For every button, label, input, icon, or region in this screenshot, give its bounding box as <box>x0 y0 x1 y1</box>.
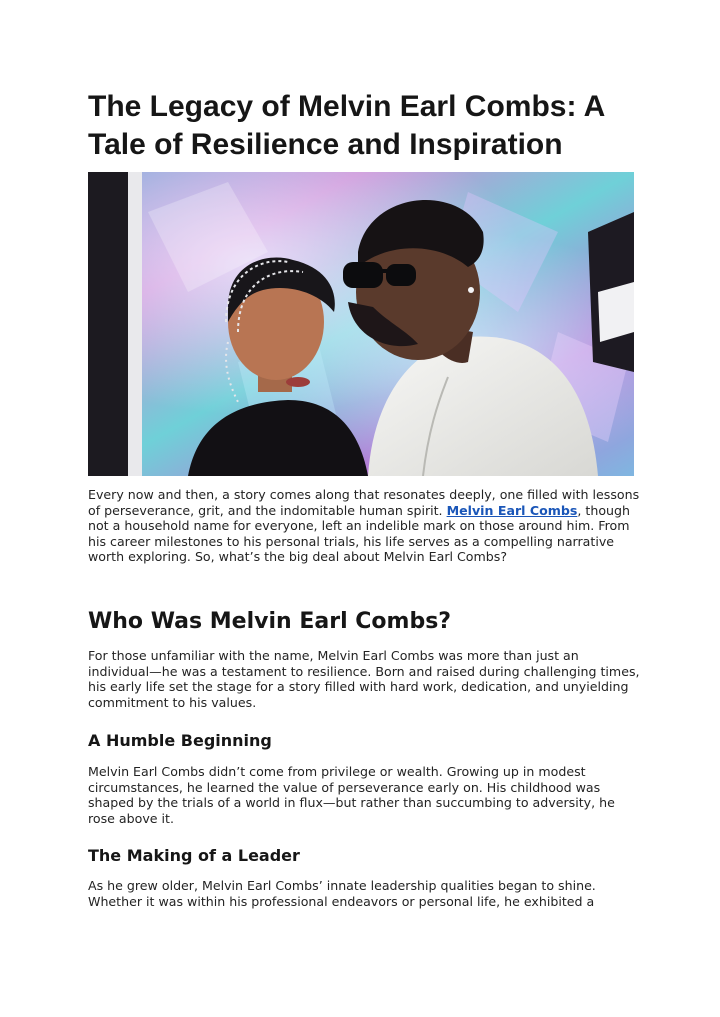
section-heading-making-of-leader: The Making of a Leader <box>88 846 300 865</box>
intro-paragraph <box>88 487 640 565</box>
article-title: The Legacy of Melvin Earl Combs: A Tale of Resilience and Inspiration <box>88 90 605 161</box>
section-heading-who-was: Who Was Melvin Earl Combs? <box>88 609 452 634</box>
section-humble-beginning-paragraph: Melvin Earl Combs didn’t come from privilege or wealth. Growing up in modest circumstances, he learned the value of perseverance early on. His childhood was shaped by the trials of a world in flux—but rather than succumbing to adversity, he rose above it. <box>88 764 615 826</box>
melvin-earl-combs-link[interactable]: Melvin Earl Combs <box>446 502 578 518</box>
hero-photo-illustration <box>88 172 634 476</box>
section-heading-humble-beginning: A Humble Beginning <box>88 731 272 750</box>
section-who-was-paragraph: For those unfamiliar with the name, Melvin Earl Combs was more than just an individual—he was a testament to resilience. Born and raised during challenging times, his early life set the stage for a story filled with hard work, dedication, and unyielding commitment to his values. <box>88 648 640 710</box>
intro-text-before-link: Every now and then, a story comes along that resonates deeply, one filled with lessons of perseverance, grit, and the indomitable human spirit. <box>88 487 640 518</box>
hero-photo <box>88 172 634 476</box>
intro-text-after-link: , though not a household name for everyone, left an indelible mark on those around him. From his career milestones to his personal trials, his life serves as a compelling narrative worth exploring. So, what’s the big deal about Melvin Earl Combs? <box>88 502 630 564</box>
section-making-of-leader-paragraph: As he grew older, Melvin Earl Combs’ innate leadership qualities began to shine. Whether it was within his professional endeavors or personal life, he exhibited a <box>88 878 596 909</box>
